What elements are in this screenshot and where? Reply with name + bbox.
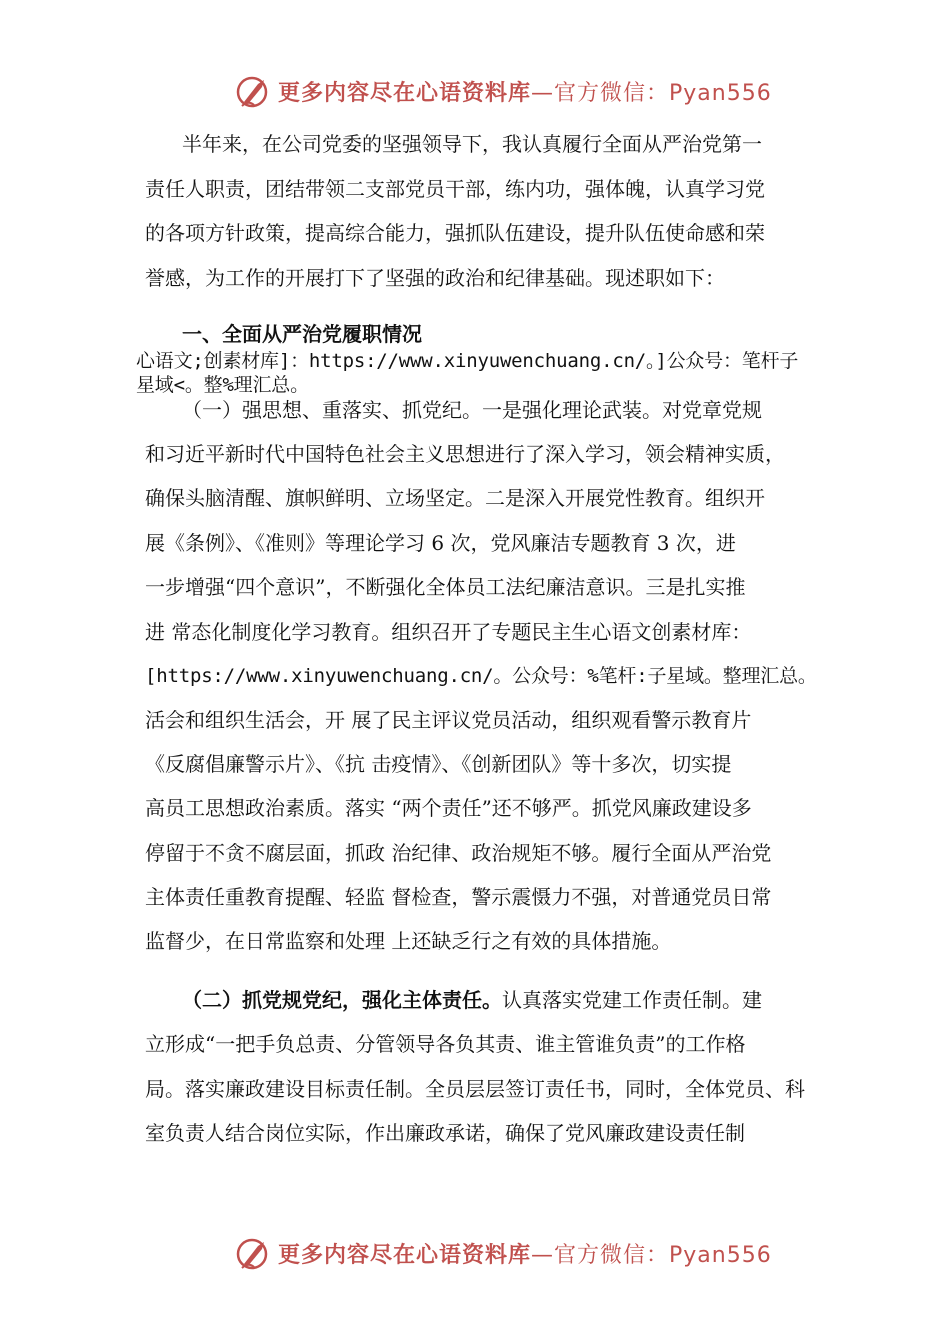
- banner-text: [278, 1238, 772, 1269]
- para1-line-6: 进 常态化制度化学习教育。组织召开了专题民主生心语文创素材库：: [145, 620, 752, 644]
- para2-line-4: 室负责人结合岗位实际，作出廉政承诺，确保了党风廉政建设责任制: [145, 1121, 745, 1145]
- footer-banner: [0, 1232, 950, 1276]
- para1-line-7: [https://www.xinyuwenchuang.cn/。公众号：%笔杆:子星域。整理汇总。: [145, 665, 817, 687]
- intro-line-4: 誉感，为工作的开展打下了坚强的政治和纪律基础。现述职如下：: [145, 266, 725, 290]
- para1-line-13: 监督少，在日常监察和处理 上还缺乏行之有效的具体措施。: [145, 929, 672, 953]
- pen-nib-logo-icon: [234, 1234, 274, 1274]
- banner-rest-text: —官方微信：Pyan556: [531, 81, 772, 106]
- header-banner: [0, 70, 950, 114]
- intro-line-2: 责任人职责，团结带领二支部党员干部，练内功，强体魄，认真学习党: [145, 177, 765, 201]
- pen-nib-logo-icon: [234, 72, 274, 112]
- para1-line-9: 《反腐倡廉警示片》、《抗 击疫情》、《创新团队》等十多次，切实提: [145, 752, 732, 776]
- banner-bold-text: 更多内容尽在心语资料库: [278, 81, 532, 106]
- banner-rest-text: —官方微信：Pyan556: [531, 1243, 772, 1268]
- para1-line-11: 停留于不贪不腐层面，抓政 治纪律、政治规矩不够。履行全面从严治党: [145, 841, 772, 865]
- para1-line-10: 高员工思想政治素质。落实 “两个责任”还不够严。抓党风廉政建设多: [145, 796, 752, 820]
- section-heading: 一、全面从严治党履职情况: [182, 322, 422, 346]
- para2-line-1: [182, 986, 762, 1014]
- watermark-line-1: 心语文;创素材库]：https://www.xinyuwenchuang.cn/。]公众号：笔杆子: [136, 350, 799, 372]
- para1-line-5: 一步增强“四个意识”，不断强化全体员工法纪廉洁意识。三是扎实推: [145, 575, 746, 599]
- banner-bold-text: 更多内容尽在心语资料库: [278, 1243, 532, 1268]
- intro-line-1: 半年来，在公司党委的坚强领导下，我认真履行全面从严治党第一: [182, 132, 762, 156]
- para2-line-1-rest: 认真落实党建工作责任制。建: [502, 988, 762, 1012]
- para2-bold-lead: （二）抓党规党纪，强化主体责任。: [182, 988, 502, 1012]
- intro-line-3: 的各项方针政策，提高综合能力，强抓队伍建设，提升队伍使命感和荣: [145, 221, 765, 245]
- para1-line-12: 主体责任重教育提醒、轻监 督检查，警示震慑力不强，对普通党员日常: [145, 885, 772, 909]
- para1-line-8: 活会和组织生活会，开 展了民主评议党员活动，组织观看警示教育片: [145, 708, 752, 732]
- para2-line-3: 局。落实廉政建设目标责任制。全员层层签订责任书，同时，全体党员、科: [145, 1077, 805, 1101]
- para1-line-2: 和习近平新时代中国特色社会主义思想进行了深入学习，领会精神实质，: [145, 442, 785, 466]
- para1-line-3: 确保头脑清醒、旗帜鲜明、立场坚定。二是深入开展党性教育。组织开: [145, 486, 765, 510]
- para1-line-1: （一）强思想、重落实、抓党纪。一是强化理论武装。对党章党规: [182, 398, 762, 422]
- para1-line-4: 展《条例》、《准则》等理论学习 6 次，党风廉洁专题教育 3 次，进: [145, 531, 736, 555]
- banner-text: [278, 76, 772, 107]
- watermark-line-2: 星域<。整%理汇总。: [136, 374, 309, 396]
- para2-line-2: 立形成“一把手负总责、分管领导各负其责、谁主管谁负责”的工作格: [145, 1032, 746, 1056]
